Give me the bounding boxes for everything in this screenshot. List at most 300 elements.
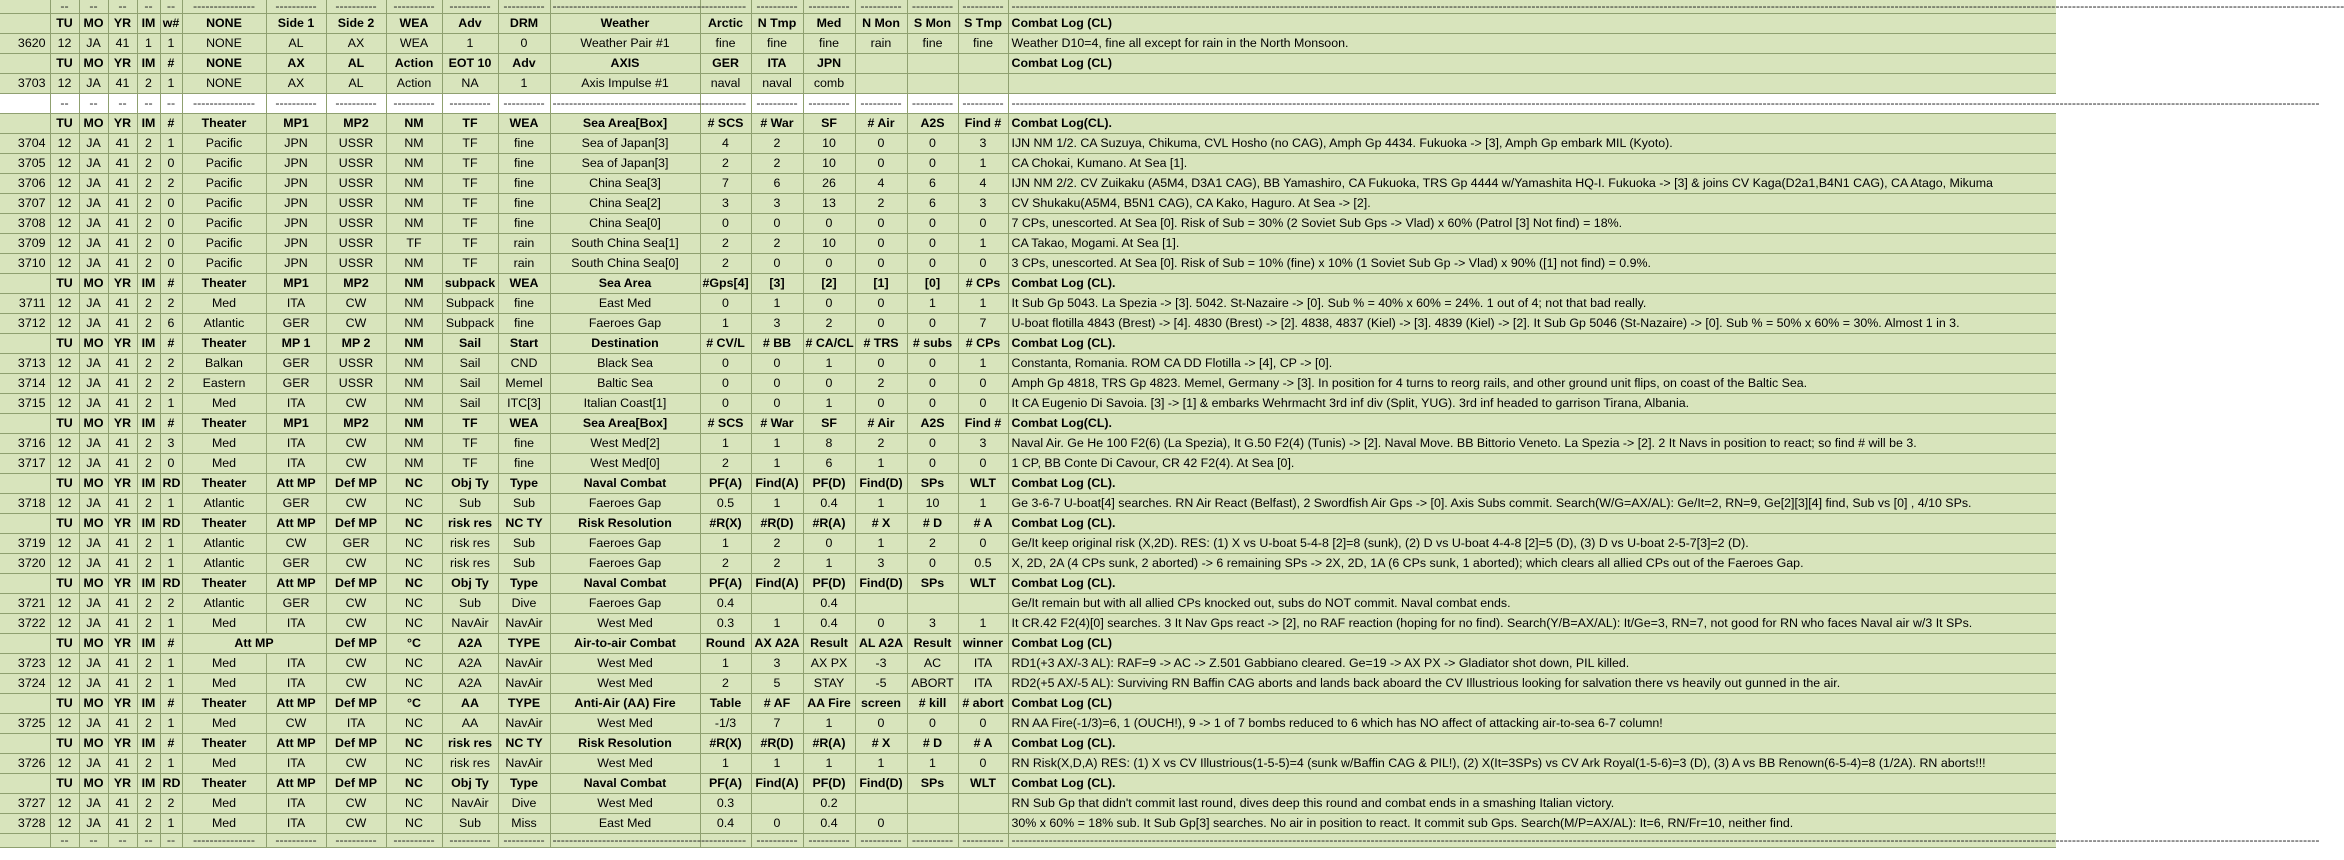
row-number-cell[interactable]: 3716: [0, 434, 50, 454]
cell[interactable]: 1: [803, 394, 855, 414]
cell[interactable]: Find(D): [855, 574, 907, 594]
cell[interactable]: 41: [108, 814, 137, 834]
cell[interactable]: ----------: [803, 0, 855, 14]
cell[interactable]: ----------: [803, 834, 855, 848]
row-number-cell[interactable]: 3709: [0, 234, 50, 254]
row-number-cell[interactable]: 3703: [0, 74, 50, 94]
cell[interactable]: #R(A): [803, 514, 855, 534]
cell[interactable]: ----------: [326, 0, 386, 14]
cell[interactable]: Risk Resolution: [550, 734, 700, 754]
cell[interactable]: 2: [137, 254, 160, 274]
cell[interactable]: Type: [498, 774, 550, 794]
cell[interactable]: 12: [50, 394, 79, 414]
cell[interactable]: # War: [751, 414, 803, 434]
cell[interactable]: NC TY: [498, 514, 550, 534]
combat-log-cell[interactable]: Combat Log (CL): [1008, 54, 2056, 74]
cell[interactable]: NC: [386, 734, 442, 754]
cell[interactable]: 41: [108, 714, 137, 734]
cell[interactable]: 41: [108, 214, 137, 234]
cell[interactable]: -------------------------------------: [550, 834, 700, 848]
combat-log-cell[interactable]: -----------------------------------------------------------------------------------------------------------------------------------------------------------------------------------------------------------------------------------------------------------------------------------------------------------------------------: [1008, 834, 2056, 848]
cell[interactable]: Type: [498, 474, 550, 494]
combat-log-cell[interactable]: Combat Log(CL).: [1008, 414, 2056, 434]
cell[interactable]: ----------: [855, 834, 907, 848]
cell[interactable]: 6: [751, 174, 803, 194]
cell[interactable]: Atlantic: [182, 314, 266, 334]
cell[interactable]: West Med: [550, 714, 700, 734]
cell[interactable]: #R(A): [803, 734, 855, 754]
cell[interactable]: °C: [386, 694, 442, 714]
cell[interactable]: 0.4: [803, 614, 855, 634]
cell[interactable]: Med: [182, 434, 266, 454]
cell[interactable]: Theater: [182, 274, 266, 294]
cell[interactable]: 10: [803, 134, 855, 154]
cell[interactable]: ITA: [266, 654, 326, 674]
cell[interactable]: CW: [326, 674, 386, 694]
cell[interactable]: CW: [326, 614, 386, 634]
cell[interactable]: NM: [386, 134, 442, 154]
cell[interactable]: 2: [137, 614, 160, 634]
cell[interactable]: Med: [182, 394, 266, 414]
cell[interactable]: AX A2A: [751, 634, 803, 654]
cell[interactable]: 1: [751, 754, 803, 774]
cell[interactable]: PF(A): [700, 474, 751, 494]
cell[interactable]: 1: [751, 614, 803, 634]
combat-log-cell[interactable]: RN AA Fire(-1/3)=6, 1 (OUCH!), 9 -> 1 of 7 bombs reduced to 6 which has NO affect of attacking air-to-sea 6-7 column!: [1008, 714, 2056, 734]
cell[interactable]: NM: [386, 334, 442, 354]
cell[interactable]: # CA/CL: [803, 334, 855, 354]
combat-log-cell[interactable]: Combat Log (CL): [1008, 634, 2056, 654]
cell[interactable]: USSR: [326, 354, 386, 374]
cell[interactable]: 2: [700, 454, 751, 474]
cell[interactable]: GER: [266, 594, 326, 614]
cell[interactable]: 2: [137, 794, 160, 814]
cell[interactable]: 1: [160, 754, 182, 774]
cell[interactable]: ITA: [326, 714, 386, 734]
cell[interactable]: Theater: [182, 114, 266, 134]
cell[interactable]: 1: [751, 434, 803, 454]
cell[interactable]: USSR: [326, 134, 386, 154]
cell[interactable]: West Med: [550, 754, 700, 774]
cell[interactable]: Miss: [498, 814, 550, 834]
cell[interactable]: GER: [266, 354, 326, 374]
cell[interactable]: # SCS: [700, 114, 751, 134]
cell[interactable]: Table: [700, 694, 751, 714]
cell[interactable]: 12: [50, 234, 79, 254]
row-number-cell[interactable]: 3726: [0, 754, 50, 774]
cell[interactable]: 6: [907, 174, 958, 194]
cell[interactable]: 41: [108, 34, 137, 54]
cell[interactable]: Find #: [958, 414, 1008, 434]
cell[interactable]: fine: [803, 34, 855, 54]
row-number-cell[interactable]: 3727: [0, 794, 50, 814]
cell[interactable]: Side 2: [326, 14, 386, 34]
cell[interactable]: Faeroes Gap: [550, 494, 700, 514]
cell[interactable]: 0: [160, 154, 182, 174]
cell[interactable]: 0.4: [803, 494, 855, 514]
cell[interactable]: -5: [855, 674, 907, 694]
cell[interactable]: NC: [386, 674, 442, 694]
cell[interactable]: 0.4: [700, 814, 751, 834]
cell[interactable]: ----------: [266, 0, 326, 14]
cell[interactable]: 2: [137, 594, 160, 614]
row-number-cell[interactable]: 3714: [0, 374, 50, 394]
cell[interactable]: # War: [751, 114, 803, 134]
cell[interactable]: rain: [498, 254, 550, 274]
cell[interactable]: 12: [50, 714, 79, 734]
cell[interactable]: 1: [700, 434, 751, 454]
cell[interactable]: 6: [907, 194, 958, 214]
cell[interactable]: 0: [855, 714, 907, 734]
cell[interactable]: risk res: [442, 754, 498, 774]
cell[interactable]: [958, 794, 1008, 814]
cell[interactable]: Med: [182, 714, 266, 734]
combat-log-cell[interactable]: Combat Log (CL).: [1008, 574, 2056, 594]
cell[interactable]: fine: [498, 174, 550, 194]
cell[interactable]: IM: [137, 114, 160, 134]
cell[interactable]: 12: [50, 374, 79, 394]
cell[interactable]: IM: [137, 274, 160, 294]
cell[interactable]: 12: [50, 454, 79, 474]
cell[interactable]: NavAir: [442, 614, 498, 634]
cell[interactable]: JA: [79, 714, 108, 734]
cell[interactable]: 2: [137, 194, 160, 214]
cell[interactable]: Eastern: [182, 374, 266, 394]
cell[interactable]: TU: [50, 574, 79, 594]
combat-log-cell[interactable]: -----------------------------------------------------------------------------------------------------------------------------------------------------------------------------------------------------------------------------------------------------------------------------------------------------------------------------------: [1008, 0, 2056, 14]
cell[interactable]: CW: [266, 714, 326, 734]
row-number-cell[interactable]: 3718: [0, 494, 50, 514]
cell[interactable]: 26: [803, 174, 855, 194]
cell[interactable]: USSR: [326, 234, 386, 254]
cell[interactable]: PF(A): [700, 774, 751, 794]
cell[interactable]: NC: [386, 514, 442, 534]
combat-log-cell[interactable]: Combat Log (CL).: [1008, 734, 2056, 754]
cell[interactable]: 0: [907, 154, 958, 174]
cell[interactable]: 2: [855, 194, 907, 214]
row-number-cell[interactable]: 3721: [0, 594, 50, 614]
cell[interactable]: 1: [803, 354, 855, 374]
cell[interactable]: ITA: [958, 674, 1008, 694]
cell[interactable]: GER: [266, 494, 326, 514]
cell[interactable]: Def MP: [326, 694, 386, 714]
cell[interactable]: Att MP: [266, 734, 326, 754]
combat-log-cell[interactable]: CA Takao, Mogami. At Sea [1].: [1008, 234, 2056, 254]
cell[interactable]: Naval Combat: [550, 474, 700, 494]
cell[interactable]: Action: [386, 54, 442, 74]
cell[interactable]: JA: [79, 394, 108, 414]
cell[interactable]: 41: [108, 374, 137, 394]
cell[interactable]: JA: [79, 214, 108, 234]
cell[interactable]: # kill: [907, 694, 958, 714]
cell[interactable]: IM: [137, 634, 160, 654]
cell[interactable]: Obj Ty: [442, 774, 498, 794]
cell[interactable]: GER: [266, 554, 326, 574]
cell[interactable]: TU: [50, 334, 79, 354]
cell[interactable]: ----------: [498, 0, 550, 14]
cell[interactable]: 7: [958, 314, 1008, 334]
cell[interactable]: 1: [160, 74, 182, 94]
cell[interactable]: 41: [108, 794, 137, 814]
cell[interactable]: Med: [182, 754, 266, 774]
cell[interactable]: South China Sea[0]: [550, 254, 700, 274]
cell[interactable]: 41: [108, 534, 137, 554]
cell[interactable]: 2: [855, 434, 907, 454]
cell[interactable]: Pacific: [182, 154, 266, 174]
cell[interactable]: 12: [50, 814, 79, 834]
cell[interactable]: NC: [386, 574, 442, 594]
cell[interactable]: RD: [160, 474, 182, 494]
cell[interactable]: # TRS: [855, 334, 907, 354]
cell[interactable]: NC: [386, 774, 442, 794]
combat-log-cell[interactable]: 3 CPs, unescorted. At Sea [0]. Risk of Sub = 10% (fine) x 10% (1 Soviet Sub Gp -> Vlad) x 90% ([1] not find) = 0.9%.: [1008, 254, 2056, 274]
cell[interactable]: 0: [907, 314, 958, 334]
cell[interactable]: JA: [79, 534, 108, 554]
row-number-cell[interactable]: [0, 94, 50, 114]
cell[interactable]: ----------: [958, 94, 1008, 114]
cell[interactable]: 12: [50, 594, 79, 614]
cell[interactable]: Destination: [550, 334, 700, 354]
cell[interactable]: [3]: [751, 274, 803, 294]
row-number-cell[interactable]: 3720: [0, 554, 50, 574]
cell[interactable]: Theater: [182, 334, 266, 354]
cell[interactable]: risk res: [442, 734, 498, 754]
cell[interactable]: -1/3: [700, 714, 751, 734]
cell[interactable]: NC: [386, 474, 442, 494]
cell[interactable]: --: [160, 834, 182, 848]
cell[interactable]: TF: [442, 174, 498, 194]
cell[interactable]: Obj Ty: [442, 574, 498, 594]
cell[interactable]: 0: [700, 374, 751, 394]
cell[interactable]: JPN: [266, 214, 326, 234]
combat-log-cell[interactable]: Combat Log(CL).: [1008, 114, 2056, 134]
cell[interactable]: 3: [958, 194, 1008, 214]
cell[interactable]: Balkan: [182, 354, 266, 374]
cell[interactable]: GER: [266, 314, 326, 334]
cell[interactable]: TYPE: [498, 694, 550, 714]
cell[interactable]: ----------: [803, 94, 855, 114]
cell[interactable]: ----------: [326, 834, 386, 848]
cell[interactable]: Result: [803, 634, 855, 654]
cell[interactable]: MO: [79, 514, 108, 534]
cell[interactable]: MP1: [266, 414, 326, 434]
cell[interactable]: Med: [182, 614, 266, 634]
cell[interactable]: 41: [108, 234, 137, 254]
cell[interactable]: NM: [386, 414, 442, 434]
cell[interactable]: TU: [50, 114, 79, 134]
cell[interactable]: WLT: [958, 574, 1008, 594]
cell[interactable]: 1: [751, 294, 803, 314]
cell[interactable]: Sub: [442, 814, 498, 834]
cell[interactable]: NC: [386, 754, 442, 774]
cell[interactable]: °C: [386, 634, 442, 654]
cell[interactable]: fine: [700, 34, 751, 54]
cell[interactable]: 0: [907, 354, 958, 374]
cell[interactable]: subpack: [442, 274, 498, 294]
cell[interactable]: NC: [386, 554, 442, 574]
cell[interactable]: --: [79, 834, 108, 848]
row-number-cell[interactable]: [0, 54, 50, 74]
cell[interactable]: JPN: [266, 234, 326, 254]
cell[interactable]: East Med: [550, 294, 700, 314]
cell[interactable]: Sea Area[Box]: [550, 114, 700, 134]
cell[interactable]: NM: [386, 154, 442, 174]
cell[interactable]: A2S: [907, 114, 958, 134]
cell[interactable]: MO: [79, 574, 108, 594]
cell[interactable]: ----------: [498, 94, 550, 114]
cell[interactable]: GER: [700, 54, 751, 74]
combat-log-cell[interactable]: Combat Log (CL): [1008, 14, 2056, 34]
cell[interactable]: --: [137, 94, 160, 114]
cell[interactable]: A2A: [442, 654, 498, 674]
cell[interactable]: South China Sea[1]: [550, 234, 700, 254]
cell[interactable]: TU: [50, 734, 79, 754]
cell[interactable]: Atlantic: [182, 594, 266, 614]
cell[interactable]: Dive: [498, 594, 550, 614]
cell[interactable]: TF: [442, 214, 498, 234]
combat-log-cell[interactable]: Combat Log (CL): [1008, 694, 2056, 714]
cell[interactable]: # SCS: [700, 414, 751, 434]
cell[interactable]: MP1: [266, 274, 326, 294]
row-number-cell[interactable]: 3717: [0, 454, 50, 474]
cell[interactable]: MO: [79, 474, 108, 494]
cell[interactable]: YR: [108, 114, 137, 134]
cell[interactable]: 12: [50, 34, 79, 54]
cell[interactable]: NM: [386, 374, 442, 394]
cell[interactable]: Med: [182, 654, 266, 674]
cell[interactable]: 1: [958, 494, 1008, 514]
cell[interactable]: 0: [803, 294, 855, 314]
cell[interactable]: TU: [50, 14, 79, 34]
cell[interactable]: MO: [79, 114, 108, 134]
cell[interactable]: NM: [386, 314, 442, 334]
cell[interactable]: 1: [160, 674, 182, 694]
cell[interactable]: 41: [108, 594, 137, 614]
cell[interactable]: 2: [700, 234, 751, 254]
cell[interactable]: 1: [855, 454, 907, 474]
cell[interactable]: 12: [50, 554, 79, 574]
cell[interactable]: 6: [160, 314, 182, 334]
cell[interactable]: NC: [386, 594, 442, 614]
cell[interactable]: USSR: [326, 154, 386, 174]
cell[interactable]: ----------: [700, 94, 751, 114]
cell[interactable]: naval: [700, 74, 751, 94]
cell[interactable]: YR: [108, 334, 137, 354]
cell[interactable]: [751, 794, 803, 814]
cell[interactable]: Black Sea: [550, 354, 700, 374]
cell[interactable]: 0: [751, 354, 803, 374]
cell[interactable]: 3: [751, 194, 803, 214]
cell[interactable]: 2: [137, 534, 160, 554]
cell[interactable]: CW: [326, 494, 386, 514]
cell[interactable]: #R(X): [700, 514, 751, 534]
cell[interactable]: 2: [160, 354, 182, 374]
cell[interactable]: Med: [182, 674, 266, 694]
row-number-cell[interactable]: [0, 834, 50, 848]
cell[interactable]: ----------: [498, 834, 550, 848]
cell[interactable]: fine: [498, 154, 550, 174]
cell[interactable]: 41: [108, 394, 137, 414]
cell[interactable]: JA: [79, 674, 108, 694]
cell[interactable]: 1: [160, 814, 182, 834]
cell[interactable]: USSR: [326, 174, 386, 194]
cell[interactable]: AA: [442, 694, 498, 714]
cell[interactable]: Axis Impulse #1: [550, 74, 700, 94]
cell[interactable]: Pacific: [182, 234, 266, 254]
cell[interactable]: 41: [108, 134, 137, 154]
cell[interactable]: 0: [855, 614, 907, 634]
cell[interactable]: 0: [855, 254, 907, 274]
cell[interactable]: 0: [855, 394, 907, 414]
cell[interactable]: JA: [79, 174, 108, 194]
cell[interactable]: 12: [50, 434, 79, 454]
cell[interactable]: 0: [160, 214, 182, 234]
cell[interactable]: 1: [751, 494, 803, 514]
cell[interactable]: Round: [700, 634, 751, 654]
cell[interactable]: USSR: [326, 374, 386, 394]
cell[interactable]: Sub: [498, 534, 550, 554]
combat-log-cell[interactable]: Combat Log (CL).: [1008, 774, 2056, 794]
combat-log-cell[interactable]: It CR.42 F2(4)[0] searches. 3 It Nav Gps react -> [2], no RAF reaction (hoping for no find). Search(Y/B=AX/AL): It/Ge=3, RN=7, not good for RN who faces Naval air w/3 It SPs.: [1008, 614, 2056, 634]
cell[interactable]: 12: [50, 254, 79, 274]
cell[interactable]: JA: [79, 234, 108, 254]
cell[interactable]: TYPE: [498, 634, 550, 654]
cell[interactable]: 1: [160, 34, 182, 54]
row-number-cell[interactable]: 3712: [0, 314, 50, 334]
cell[interactable]: 2: [137, 174, 160, 194]
cell[interactable]: screen: [855, 694, 907, 714]
cell[interactable]: --: [50, 0, 79, 14]
cell[interactable]: 0: [958, 534, 1008, 554]
cell[interactable]: #R(X): [700, 734, 751, 754]
cell[interactable]: Italian Coast[1]: [550, 394, 700, 414]
cell[interactable]: 1: [160, 614, 182, 634]
cell[interactable]: 12: [50, 154, 79, 174]
cell[interactable]: YR: [108, 574, 137, 594]
cell[interactable]: #R(D): [751, 514, 803, 534]
cell[interactable]: Side 1: [266, 14, 326, 34]
cell[interactable]: 0: [498, 34, 550, 54]
cell[interactable]: PF(D): [803, 474, 855, 494]
cell[interactable]: MO: [79, 734, 108, 754]
cell[interactable]: # A: [958, 514, 1008, 534]
cell[interactable]: 0: [700, 214, 751, 234]
cell[interactable]: WEA: [498, 274, 550, 294]
cell[interactable]: Find(D): [855, 774, 907, 794]
combat-log-cell[interactable]: X, 2D, 2A (4 CPs sunk, 2 aborted) -> 6 remaining SPs -> 2X, 2D, 1A (6 CPs sunk, 1 aborted); which clears all allied CPs out of the Faeroes Gap.: [1008, 554, 2056, 574]
cell[interactable]: 0: [855, 234, 907, 254]
cell[interactable]: Sea of Japan[3]: [550, 134, 700, 154]
cell[interactable]: 2: [137, 314, 160, 334]
cell[interactable]: CW: [326, 654, 386, 674]
cell[interactable]: NM: [386, 354, 442, 374]
cell[interactable]: CW: [326, 754, 386, 774]
cell[interactable]: WEA: [386, 14, 442, 34]
cell[interactable]: ITA: [266, 814, 326, 834]
combat-log-cell[interactable]: -----------------------------------------------------------------------------------------------------------------------------------------------------------------------------------------------------------------------------------------------------------------------------------------------------------------------------: [1008, 94, 2056, 114]
cell[interactable]: rain: [498, 234, 550, 254]
cell[interactable]: 2: [137, 434, 160, 454]
cell[interactable]: NC: [386, 714, 442, 734]
cell[interactable]: CW: [266, 534, 326, 554]
cell[interactable]: SPs: [907, 474, 958, 494]
cell[interactable]: 2: [137, 294, 160, 314]
cell[interactable]: Subpack: [442, 314, 498, 334]
cell[interactable]: Naval Combat: [550, 774, 700, 794]
cell[interactable]: Faeroes Gap: [550, 594, 700, 614]
cell[interactable]: NC: [386, 614, 442, 634]
cell[interactable]: 13: [803, 194, 855, 214]
